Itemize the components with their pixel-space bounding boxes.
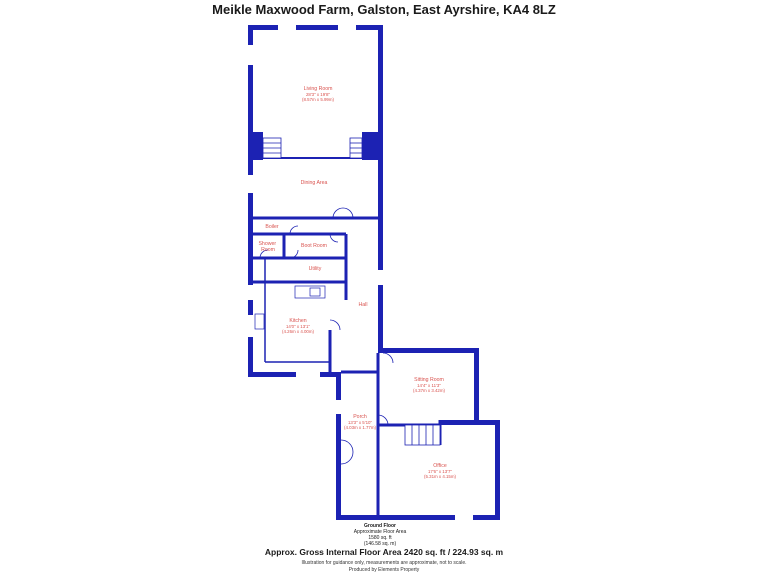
office-imperial: 17'6" x 13'7" (427, 469, 453, 474)
interior-walls (253, 132, 440, 515)
porch-imperial: 13'3" x 5'10" (347, 420, 373, 425)
shower-room-name (258, 241, 277, 253)
exterior-walls (248, 25, 500, 520)
floor-area-label: Approximate Floor Area (353, 529, 407, 535)
living-room-name: Living Room (303, 86, 333, 92)
office-metric: (5.31m x 4.15m) (424, 474, 456, 479)
floor-area-sqft: 1580 sq. ft (368, 535, 392, 541)
disclaimer-line2: Produced by Elements Property (348, 566, 420, 573)
sitting-room-imperial: 14'4" x 11'3" (417, 383, 441, 388)
porch-name: Porch (353, 414, 367, 420)
boiler-name: Boiler (265, 224, 279, 230)
shower-room-word1: Shower (258, 241, 277, 247)
kitchen-imperial: 14'0" x 13'1" (285, 324, 311, 329)
office-name: Office (433, 463, 447, 469)
disclaimer-line1: Illustration for guidance only, measurements are approximate, not to scale. (301, 560, 467, 566)
porch-metric: (4.03m x 1.77m) (344, 425, 376, 430)
hall-name: Hall (358, 302, 368, 308)
utility-name: Utility (308, 266, 322, 272)
kitchen-metric: (4.26m x 4.00m) (282, 329, 314, 334)
boot-room-name: Boot Room (301, 243, 327, 249)
dining-area-name: Dining Area (300, 180, 328, 186)
floor-name: Ground Floor (364, 523, 396, 529)
windows (248, 25, 473, 520)
disclaimer (0, 560, 768, 573)
floor-area-sqm: (146.58 sq. m) (363, 541, 397, 547)
kitchen-name: Kitchen (289, 318, 307, 324)
shower-room-word2: Room (261, 247, 275, 253)
living-room-metric: (8.57m x 5.99m) (302, 97, 334, 102)
floor-area-block (330, 523, 430, 547)
page-title: Meikle Maxwood Farm, Galston, East Ayrshire, KA4 8LZ (212, 2, 556, 17)
sitting-room-name: Sitting Room (414, 377, 444, 383)
gross-internal-area: Approx. Gross Internal Floor Area 2420 sq. ft / 224.93 sq. m (264, 547, 504, 557)
living-room-imperial: 28'3" x 19'8" (305, 92, 331, 97)
sitting-room-metric: (4.37m x 3.42m) (413, 388, 445, 393)
stairs (263, 138, 440, 445)
